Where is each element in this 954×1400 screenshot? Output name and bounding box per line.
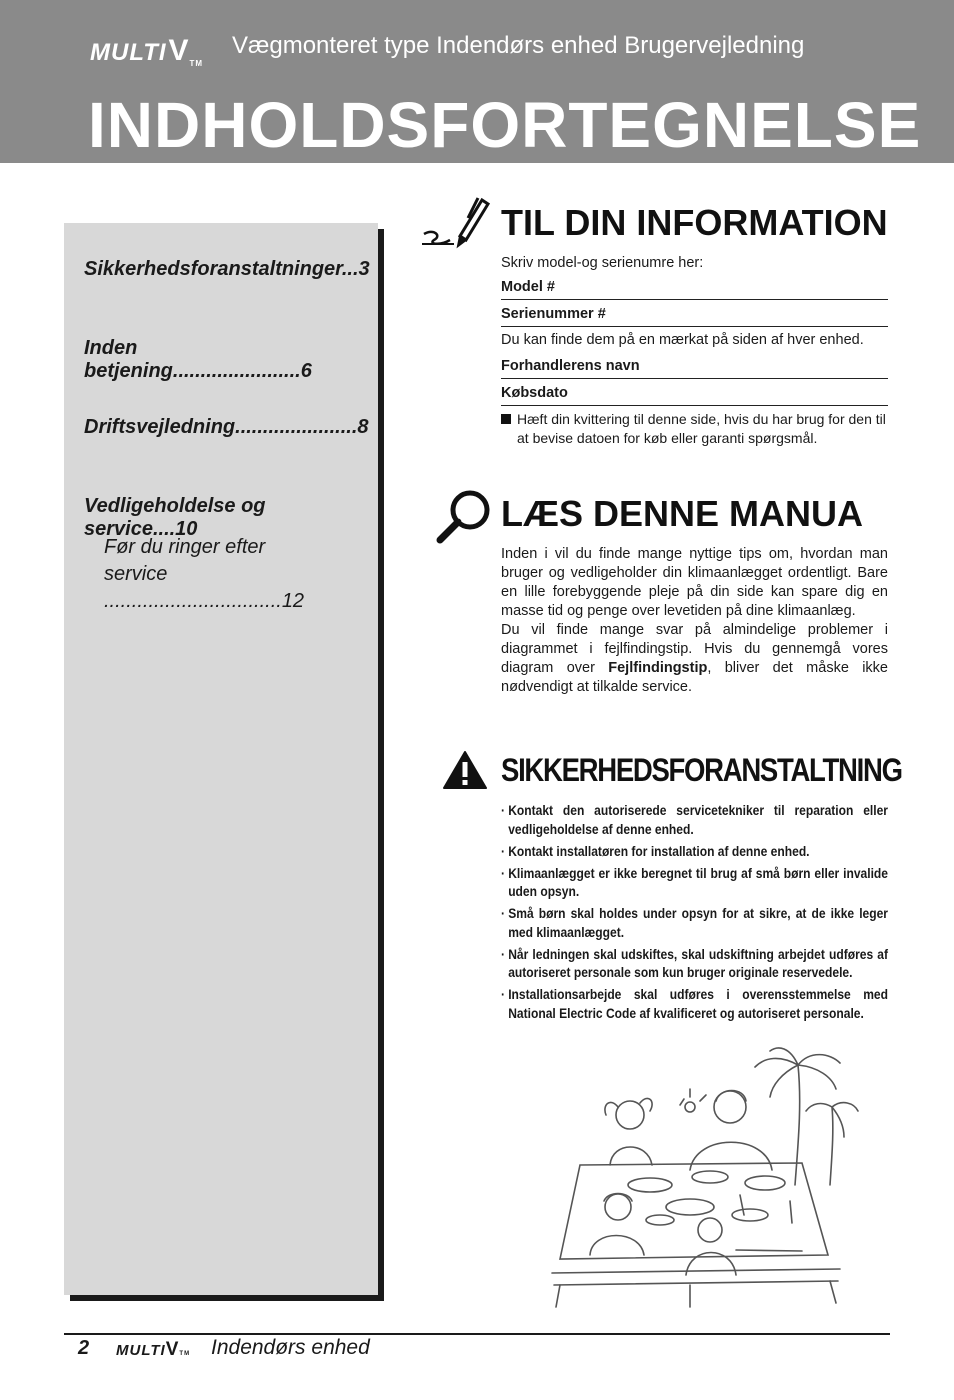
read-p2-after: , bliver det måske ikke nødvendigt at tilkalde service. — [501, 660, 888, 695]
page-title: INDHOLDSFORTEGNELSE — [88, 89, 922, 161]
page-number: 2 — [78, 1337, 90, 1359]
footer-rule — [64, 1333, 890, 1335]
purchase-date-field-label: Købsdato — [501, 383, 888, 406]
receipt-note-text: Hæft din kvittering til denne side, hvis du har brug for den til at bevise datoen for køb eller garanti spørgsmål. — [517, 411, 886, 446]
magnifier-icon — [434, 488, 494, 544]
pen-signing-icon — [420, 196, 492, 252]
read-paragraph-1: Inden i vil du finde mange nyttige tips om, hvordan man bruger og vedligeholder din klimaanlægget ordentligt. Bare en lille forebyggende pleje på din side kan spare dig en masse tid og penge over levetiden på dine klimaanlæg. — [501, 546, 888, 619]
troubleshooting-term: Fejlfindingstip — [608, 660, 708, 676]
safety-item: · Små børn skal holdes under opsyn for at sikre, at de ikke leger med klimaanlægget. — [501, 906, 888, 940]
receipt-note — [501, 410, 888, 448]
info-section-title: TIL DIN INFORMATION — [501, 202, 888, 243]
warning-triangle-icon — [442, 750, 488, 790]
read-section-body — [501, 545, 888, 697]
toc-item-safety[interactable]: Sikkerhedsforanstaltninger...3 — [84, 258, 370, 280]
safety-item: · Installationsarbejde skal udføres i overensstemmelse med National Electric Code af kvalificeret og autoriseret personale. — [501, 987, 888, 1021]
dealer-field-label: Forhandlerens navn — [501, 356, 888, 379]
toc-item-maintenance[interactable]: Vedligeholdelse og service....10 — [84, 495, 266, 540]
manual-subtitle: Vægmonteret type Indendørs enhed Brugervejledning — [232, 32, 805, 59]
footer-caption: Indendørs enhed — [211, 1336, 370, 1359]
model-field-label: Model # — [501, 277, 888, 300]
safety-list — [501, 802, 888, 1027]
info-section — [501, 255, 888, 448]
safety-section-title: SIKKERHEDSFORANSTALTNING — [501, 752, 902, 788]
safety-item: · Når ledningen skal udskiftes, skal udskiftning arbejdet udføres af autoriseret personale som kun bruger originale reservedele. — [501, 946, 888, 981]
square-bullet-icon — [501, 414, 511, 424]
brand-logo: MULTIVTM — [90, 34, 204, 68]
table-of-contents — [64, 223, 378, 1295]
read-paragraph-2 — [501, 621, 888, 697]
toc-sub-line-1: Før du ringer efter — [104, 536, 266, 558]
toc-item-before-calling-service[interactable] — [104, 534, 358, 615]
read-p2-before: Du vil finde mange svar på almindelige problemer i diagrammet i fejlfindingstip. Hvis du gennemgå vores diagram over — [501, 622, 888, 676]
info-note: Du kan finde dem på en mærkat på siden af hver enhed. — [501, 332, 864, 348]
serial-field-label: Serienummer # — [501, 304, 888, 327]
safety-item: · Kontakt den autoriserede servicetekniker til reparation eller vedligeholdelse af denne enhed. — [501, 803, 888, 837]
footer-brand-logo: MULTIVTM — [116, 1339, 191, 1360]
family-picnic-illustration — [540, 1045, 860, 1315]
safety-item: · Kontakt installatøren for installation af denne enhed. — [501, 843, 810, 859]
toc-item-operation-guide[interactable]: Driftsvejledning......................8 — [84, 416, 369, 438]
read-section-title: LÆS DENNE MANUA — [501, 493, 864, 534]
toc-sub-line-2: service ................................12 — [104, 563, 305, 612]
toc-item-before-operation[interactable]: Inden betjening.......................6 — [84, 337, 312, 382]
info-lead: Skriv model-og serienumre her: — [501, 255, 704, 271]
safety-item: · Klimaanlægget er ikke beregnet til brug af små børn eller invalide uden opsyn. — [501, 865, 888, 900]
header-band — [0, 0, 954, 163]
